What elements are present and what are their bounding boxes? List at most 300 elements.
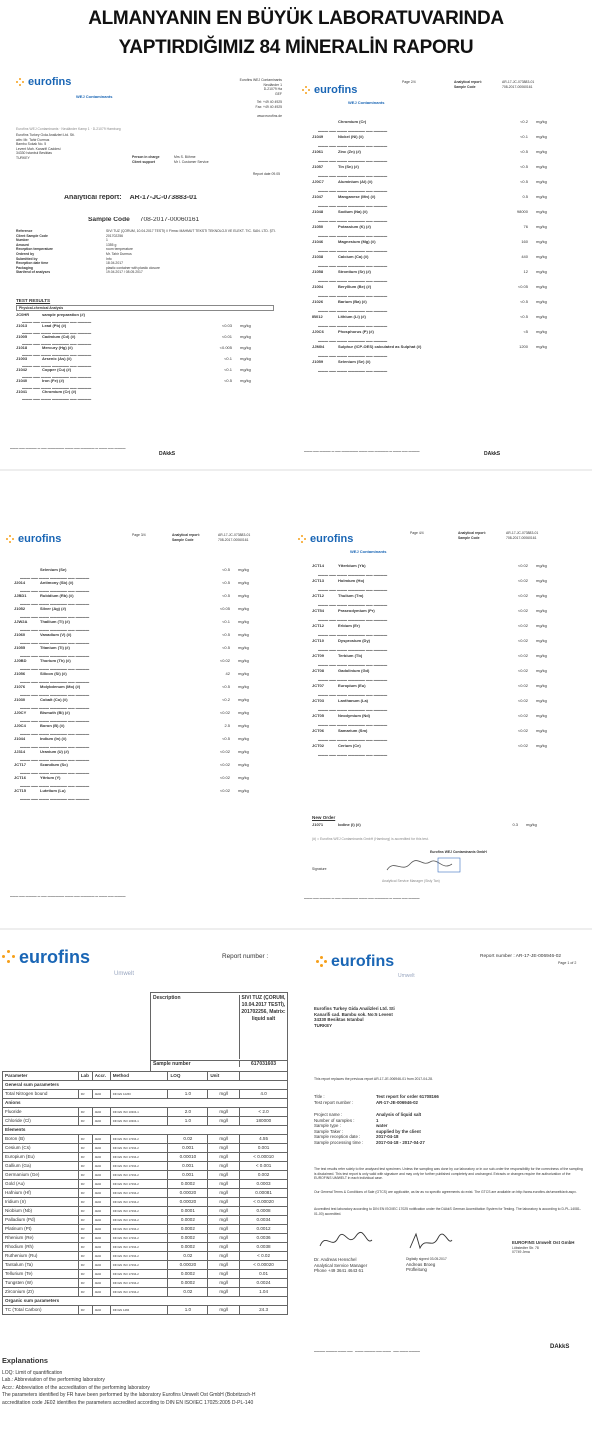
result-row <box>312 149 574 159</box>
result-code: J1071 <box>312 822 324 827</box>
result-value: 160 <box>521 239 528 244</box>
method-line: ▬▬▬ ▬▬ ▬▬▬ ▬▬▬▬▬ ▬▬ ▬▬▬▬ <box>22 342 92 345</box>
order-detail-value: 1 <box>376 1117 379 1123</box>
signer-2-note: Digitally signed 03.05.2017 <box>406 1257 447 1261</box>
signer-2-role: Prüfleitung <box>406 1267 427 1273</box>
result-row <box>312 194 574 204</box>
group-title: Anions <box>3 1099 288 1108</box>
analytical-report-number: AR-17-JC-073883-01 <box>506 531 539 535</box>
table-cell: 2.0 <box>168 1108 208 1117</box>
page-number: Page 3/4 <box>132 533 146 537</box>
result-name: Scandium (Sc) <box>40 762 68 767</box>
method-line: ▬▬▬ ▬▬ ▬▬▬ ▬▬▬▬▬ ▬▬ ▬▬▬▬ <box>20 745 90 749</box>
detail-value: 201702256 <box>106 233 123 238</box>
table-cell: < 0.00020 <box>240 1261 288 1270</box>
table-cell: 0.001 <box>240 1144 288 1153</box>
table-cell: 0.00020 <box>168 1189 208 1198</box>
sender-line: Eurofins WEJ Contaminants · Neuländer Kamp 1 · D-21079 Hamburg <box>16 127 121 131</box>
table-cell: DIN EN ISO 17294-2 <box>110 1144 168 1153</box>
table-cell: FR <box>78 1117 92 1126</box>
method-line: ▬▬▬ ▬▬ ▬▬▬ ▬▬▬▬▬ ▬▬ ▬▬▬▬ <box>318 234 388 238</box>
result-name: Silver (Ag) (#) <box>40 606 67 611</box>
method-line: ▬▬▬ ▬▬ ▬▬▬ ▬▬▬▬▬ ▬▬ ▬▬▬▬ <box>20 667 90 671</box>
result-name: Ytterbium (Yb) <box>338 563 366 568</box>
result-row <box>312 683 574 693</box>
method-line: ▬▬▬ ▬▬ ▬▬▬ ▬▬▬▬▬ ▬▬ ▬▬▬▬ <box>318 294 388 298</box>
result-unit: mg/kg <box>238 775 249 780</box>
dakks-logo: DAkkS <box>550 1344 570 1350</box>
result-value: <0.1 <box>222 619 230 624</box>
result-value: <0.02 <box>517 743 528 748</box>
result-row <box>312 119 574 129</box>
table-cell: FR <box>78 1270 92 1279</box>
table-cell: TC (Total Carbon) <box>3 1306 79 1315</box>
result-value: <0.01 <box>221 334 232 339</box>
result-name: Lutetium (Lu) <box>40 788 66 793</box>
result-unit: mg/kg <box>536 608 547 613</box>
table-cell: FR <box>78 1306 92 1315</box>
result-row <box>312 728 574 738</box>
result-row <box>14 632 282 641</box>
table-cell: FR <box>78 1153 92 1162</box>
table-cell: mg/l <box>208 1171 240 1180</box>
result-unit: mg/kg <box>238 593 249 598</box>
table-cell: < 2.0 <box>240 1108 288 1117</box>
accreditation-note: (#) = Eurofins WEJ Contaminants GmbH (Hamburg) is accredited for this test. <box>312 837 429 841</box>
method-line: ▬▬▬ ▬▬ ▬▬▬ ▬▬▬▬▬ ▬▬ ▬▬▬▬ <box>318 573 388 577</box>
brand-name: eurofins <box>19 946 91 967</box>
table-cell: 1.04 <box>240 1288 288 1297</box>
sample-code-label: Sample Code <box>454 84 476 89</box>
result-value: <0.5 <box>222 567 230 572</box>
result-value: 42 <box>225 671 230 676</box>
table-cell: JE02 <box>92 1198 110 1207</box>
result-row <box>16 367 278 375</box>
table-row <box>3 1108 288 1117</box>
result-unit: mg/kg <box>240 378 251 383</box>
result-row <box>312 563 574 573</box>
result-code: JCT10 <box>312 638 325 643</box>
table-cell: 0.00081 <box>240 1189 288 1198</box>
table-cell: JE02 <box>92 1135 110 1144</box>
result-row <box>312 134 574 144</box>
method-line: ▬▬▬ ▬▬ ▬▬▬ ▬▬▬▬▬ ▬▬ ▬▬▬▬ <box>20 784 90 788</box>
result-name: Sulphur (ICP-OES) calculated as Sulphat (#) <box>338 344 422 349</box>
headline <box>0 0 592 70</box>
table-row <box>3 1306 288 1315</box>
result-unit: mg/kg <box>536 269 547 274</box>
order-detail-value: 2017-04-18 <box>376 1134 399 1140</box>
table-cell: 0.0002 <box>168 1234 208 1243</box>
explanations-heading: Explanations <box>2 1356 48 1365</box>
table-cell: mg/l <box>208 1162 240 1171</box>
result-value: <0.5 <box>222 736 230 741</box>
result-value: <0.1 <box>520 134 528 139</box>
brand-division: WEJ Contaminants <box>350 549 387 554</box>
result-row <box>14 593 282 602</box>
result-code: J1057 <box>312 164 324 169</box>
signature-role: Analytical Service Manager (Sisly Tan) <box>382 879 440 883</box>
table-cell: FR <box>78 1279 92 1288</box>
order-detail-label: Sample type : <box>314 1123 341 1129</box>
result-row <box>14 580 282 589</box>
group-row <box>3 1126 288 1135</box>
method-line: ▬▬▬ ▬▬ ▬▬▬ ▬▬▬▬▬ ▬▬ ▬▬▬▬ <box>20 758 90 762</box>
table-cell: Ruthenium (Ru) <box>3 1252 79 1261</box>
result-name: Cobalt (Co) (#) <box>40 697 68 702</box>
company-name: Eurofins WEJ Contaminants <box>239 78 282 82</box>
result-value: <0.02 <box>517 653 528 658</box>
table-cell: Fluoride <box>3 1108 79 1117</box>
result-row <box>312 224 574 234</box>
table-cell: FR <box>78 1180 92 1189</box>
test-report-number-label: Test report number : <box>314 1100 354 1105</box>
result-code: JJ314 <box>14 749 26 754</box>
result-value: 1200 <box>519 344 528 349</box>
eurofins-logo <box>298 535 353 544</box>
eurofins-logo <box>16 78 71 87</box>
table-row <box>3 1288 288 1297</box>
table-row <box>3 1270 288 1279</box>
page-number: Page 2/4 <box>402 80 416 84</box>
result-unit: mg/kg <box>536 134 547 139</box>
result-unit: mg/kg <box>536 623 547 628</box>
result-unit: mg/kg <box>536 254 547 259</box>
result-value: 0.3 <box>512 822 518 827</box>
method-line: ▬▬▬ ▬▬ ▬▬▬ ▬▬▬▬▬ ▬▬ ▬▬▬▬ <box>318 189 388 193</box>
result-unit: mg/kg <box>240 367 251 372</box>
brand-division: WEJ Contaminants <box>348 100 385 105</box>
result-code: JJ0BD <box>14 658 27 663</box>
result-code: JCT14 <box>312 563 325 568</box>
result-unit: mg/kg <box>536 728 547 733</box>
recipient-line: TURKEY <box>16 155 30 160</box>
result-name: Magnesium (Mg) (#) <box>338 239 376 244</box>
report-date: Report date 09.05 <box>252 172 280 176</box>
method-line: ▬▬▬ ▬▬ ▬▬▬ ▬▬▬▬▬ ▬▬ ▬▬▬▬ <box>318 219 388 223</box>
description-box <box>150 992 288 1072</box>
table-cell: mg/l <box>208 1243 240 1252</box>
detail-label: Number <box>16 238 29 243</box>
table-row <box>3 1135 288 1144</box>
recipient-block <box>314 1006 395 1028</box>
table-cell: DIN EN 1484 <box>110 1306 168 1315</box>
table-row <box>3 1153 288 1162</box>
table-cell: < 0.02 <box>240 1252 288 1261</box>
result-value: <0.02 <box>517 578 528 583</box>
method-line: ▬▬▬ ▬▬ ▬▬▬ ▬▬▬▬▬ ▬▬ ▬▬▬▬ <box>20 797 90 801</box>
table-row <box>3 1252 288 1261</box>
table-cell: DIN EN ISO 17294-2 <box>110 1180 168 1189</box>
result-name: Copper (Cu) (#) <box>42 367 72 372</box>
result-row <box>312 593 574 603</box>
method-line: ▬▬▬ ▬▬ ▬▬▬ ▬▬▬▬▬ ▬▬ ▬▬▬▬ <box>20 602 90 606</box>
result-unit: mg/kg <box>536 593 547 598</box>
result-row <box>312 269 574 279</box>
result-code: J1040 <box>16 378 28 383</box>
method-line: ▬▬▬ ▬▬ ▬▬▬ ▬▬▬▬▬ ▬▬ ▬▬▬▬ <box>318 279 388 283</box>
result-name: Antimony (Sb) (#) <box>40 580 74 585</box>
result-value: <0.5 <box>520 149 528 154</box>
table-cell: FR <box>78 1144 92 1153</box>
result-row <box>312 239 574 249</box>
table-row <box>3 1234 288 1243</box>
result-name: Holmium (Ho) <box>338 578 365 583</box>
divider <box>0 469 592 471</box>
method-line: ▬▬▬ ▬▬ ▬▬▬ ▬▬▬▬▬ ▬▬ ▬▬▬▬ <box>20 771 90 775</box>
table-cell: FR <box>78 1243 92 1252</box>
method-line: ▬▬▬ ▬▬ ▬▬▬ ▬▬▬▬▬ ▬▬ ▬▬▬▬ <box>318 738 388 742</box>
table-cell: FR <box>78 1189 92 1198</box>
table-cell: mg/l <box>208 1198 240 1207</box>
result-code: J1003 <box>16 356 28 361</box>
method-line: ▬▬▬ ▬▬ ▬▬▬ ▬▬▬▬▬ ▬▬ ▬▬▬▬ <box>318 339 388 343</box>
order-detail-label: Sample Taker : <box>314 1128 344 1134</box>
method-line: ▬▬▬ ▬▬ ▬▬▬ ▬▬▬▬▬ ▬▬ ▬▬▬▬ <box>20 732 90 736</box>
company-fax: Fax: +49 40 4925 <box>255 104 282 109</box>
table-cell: 0.00020 <box>168 1198 208 1207</box>
result-value: 2.5 <box>224 723 230 728</box>
table-cell: DIN EN ISO 17294-2 <box>110 1207 168 1216</box>
detail-label: Client Sample Code <box>16 233 48 238</box>
description-value: SIVI TUZ (ÇORUM, 10.04.2017 TESTİ), 201702256, Matrix: liquid salt <box>239 995 287 1059</box>
table-cell: mg/l <box>208 1180 240 1189</box>
result-unit: mg/kg <box>238 632 249 637</box>
result-code: JCT02 <box>312 743 325 748</box>
result-unit: mg/kg <box>238 762 249 767</box>
explanation-line: LOQ: Limit of quantification <box>2 1370 63 1376</box>
divider <box>0 928 592 930</box>
column-header: Parameter <box>3 1072 79 1081</box>
table-cell: 0.0002 <box>168 1216 208 1225</box>
table-cell: mg/l <box>208 1225 240 1234</box>
result-code: J1042 <box>16 367 28 372</box>
result-name: Thulium (Tm) <box>338 593 364 598</box>
table-cell: mg/l <box>208 1252 240 1261</box>
result-name: Lithium (Li) (#) <box>338 314 366 319</box>
result-row <box>16 345 278 353</box>
table-cell: JE02 <box>92 1252 110 1261</box>
table-cell: Iridium (Ir) <box>3 1198 79 1207</box>
table-row <box>3 1189 288 1198</box>
table-row <box>3 1243 288 1252</box>
detail-label: Reception temperature <box>16 247 53 252</box>
table-cell: < 0.00010 <box>240 1153 288 1162</box>
result-row <box>14 645 282 654</box>
eurofins-dots-icon <box>16 78 25 87</box>
explanation-line: Lab.: Abbreviation of the performing laboratory <box>2 1377 105 1384</box>
table-cell: 0.001 <box>168 1144 208 1153</box>
new-order-heading: New Order <box>312 815 336 820</box>
result-row <box>312 299 574 309</box>
order-detail-value: water <box>376 1123 388 1129</box>
sample-code: 708-2017-00060161 <box>218 537 249 542</box>
result-row <box>312 359 574 369</box>
table-cell: mg/l <box>208 1270 240 1279</box>
result-unit: mg/kg <box>238 736 249 741</box>
table-cell: DIN EN ISO 17294-2 <box>110 1153 168 1162</box>
result-row-iodine <box>312 822 574 827</box>
company-address: 07749 Jena <box>512 1250 530 1255</box>
results-list <box>14 567 282 801</box>
eurofins-dots-icon <box>2 950 16 964</box>
table-cell: 1.0 <box>168 1117 208 1126</box>
person-in-charge-label: Person in charge <box>132 155 160 159</box>
table-cell: FR <box>78 1234 92 1243</box>
recipient-line: Levent Mah. Kanarifi Caddesi <box>16 146 61 151</box>
order-detail-label: Project name : <box>314 1112 343 1117</box>
eurofins-logo <box>6 535 61 544</box>
method-line: ▬▬▬ ▬▬ ▬▬▬ ▬▬▬▬▬ ▬▬ ▬▬▬▬ <box>318 603 388 607</box>
result-unit: mg/kg <box>238 606 249 611</box>
result-row <box>14 606 282 615</box>
method-line: ▬▬▬ ▬▬ ▬▬▬ ▬▬▬▬▬ ▬▬ ▬▬▬▬ <box>20 719 90 723</box>
result-code: JCT05 <box>312 713 325 718</box>
brand-division: WEJ Contaminants <box>76 94 113 99</box>
recipient-line: Bambu Sokak No. 5 <box>16 142 47 147</box>
method-line: ▬▬▬ ▬▬ ▬▬▬ ▬▬▬▬▬ ▬▬ ▬▬▬▬ <box>20 693 90 697</box>
method-line: ▬▬▬ ▬▬ ▬▬▬ ▬▬▬▬▬ ▬▬ ▬▬▬▬ <box>20 654 90 658</box>
company-address-2: D-21079 Ha <box>263 87 282 92</box>
headline-line-1: ALMANYANIN EN BÜYÜK LABORATUVARINDA <box>88 8 504 29</box>
table-cell: 0.0002 <box>168 1180 208 1189</box>
result-code: J1058 <box>312 269 324 274</box>
table-cell: JE02 <box>92 1162 110 1171</box>
result-code: J1013 <box>16 323 28 328</box>
result-value: <0.02 <box>517 593 528 598</box>
result-name: Iodine (I) (#) <box>338 822 361 827</box>
result-name: Terbium (Tb) <box>338 653 363 658</box>
table-cell: DIN EN ISO 17294-2 <box>110 1252 168 1261</box>
table-cell: Chloride (Cl) <box>3 1117 79 1126</box>
table-cell: Hafnium (Hf) <box>3 1189 79 1198</box>
result-code: J1060 <box>14 632 26 637</box>
result-unit: mg/kg <box>240 334 251 339</box>
footer-text: ▬▬▬ ▬▬ ▬▬▬▬ ▬ ▬▬ ▬▬▬▬▬▬ ▬▬▬ ▬▬ ▬▬▬▬▬ ▬ ▬▬▬ ▬▬ ▬▬▬▬ <box>304 449 420 453</box>
result-name: Bismuth (Bi) (#) <box>40 710 70 715</box>
result-code: J1048 <box>312 209 324 214</box>
result-code: J1004 <box>312 284 324 289</box>
result-row <box>312 344 574 354</box>
method-line: ▬▬▬ ▬▬ ▬▬▬ ▬▬▬▬▬ ▬▬ ▬▬▬▬ <box>20 589 90 593</box>
order-detail-row <box>314 1140 425 1146</box>
table-cell: DIN EN ISO 17294-2 <box>110 1243 168 1252</box>
dakks-logo: DAkkS <box>159 451 176 457</box>
results-table-wrap <box>2 1071 288 1315</box>
result-value: <0.02 <box>517 683 528 688</box>
table-cell: JE02 <box>92 1279 110 1288</box>
table-row <box>3 1144 288 1153</box>
result-code: JCT06 <box>312 728 325 733</box>
result-code: JCT13 <box>312 578 325 583</box>
result-name: Potassium (K) (#) <box>338 224 371 229</box>
table-row <box>3 1207 288 1216</box>
table-cell: JE02 <box>92 1288 110 1297</box>
detail-value: Info <box>106 256 112 261</box>
result-name: Sodium (Na) (#) <box>338 209 368 214</box>
table-cell: 0.0012 <box>240 1225 288 1234</box>
result-row <box>14 658 282 667</box>
signer-company: Eurofins WEJ Contaminants GmbH <box>430 850 487 854</box>
sample-code-label: Sample Code <box>88 217 130 222</box>
method-line: ▬▬▬ ▬▬ ▬▬▬ ▬▬▬▬▬ ▬▬ ▬▬▬▬ <box>318 693 388 697</box>
result-code: JCT12 <box>312 593 325 598</box>
result-code: JJM04 <box>312 344 325 349</box>
table-cell: DIN EN 12260 <box>110 1090 168 1099</box>
table-cell: 0.0002 <box>168 1270 208 1279</box>
result-value: <0.03 <box>221 323 232 328</box>
detail-value: plastic container with plastic closure <box>106 265 160 270</box>
result-name: Thallium (Tl) (#) <box>40 619 70 624</box>
result-value: <5 <box>523 329 528 334</box>
result-code: JCT17 <box>14 762 27 767</box>
result-row <box>312 713 574 723</box>
sample-code: 708-2017-00060161 <box>506 535 537 540</box>
footer-text: ▬▬▬▬ ▬▬▬▬ ▬▬▬ ▬▬ ▬▬▬ ▬▬▬▬ ▬▬ ▬▬▬ ▬▬ ▬▬▬ ▬▬▬▬ <box>314 1349 420 1353</box>
result-name: Thorium (Th) (#) <box>40 658 71 663</box>
method-line: ▬▬▬ ▬▬ ▬▬▬ ▬▬▬▬▬ ▬▬ ▬▬▬▬ <box>318 633 388 637</box>
table-cell: 4.55 <box>240 1135 288 1144</box>
table-cell: 0.00020 <box>168 1261 208 1270</box>
result-unit: mg/kg <box>240 356 251 361</box>
result-row <box>16 323 278 331</box>
result-name: Indium (In) (#) <box>40 736 67 741</box>
result-code: JCT15 <box>14 788 27 793</box>
analytical-report-number: AR-17-JC-073883-01 <box>218 533 251 537</box>
table-cell: JE02 <box>92 1108 110 1117</box>
result-row <box>14 762 282 771</box>
result-code: J1038 <box>312 254 324 259</box>
result-value: <0.02 <box>517 563 528 568</box>
method-line: ▬▬▬ ▬▬ ▬▬▬ ▬▬▬▬▬ ▬▬ ▬▬▬▬ <box>318 264 388 268</box>
replacement-notice: This report replaces the previous report AR-17-JE-006946-01 from 2017-04-28. <box>314 1077 433 1081</box>
method-line: ▬▬▬ ▬▬ ▬▬▬ ▬▬▬▬▬ ▬▬ ▬▬▬▬ <box>318 174 388 178</box>
result-value: <0.5 <box>520 299 528 304</box>
disclaimer-paragraph: The test results refer solely to the analysed test specimen. Unless the sampling was done by our laboratory or in our sub-order the responsibility for the correctness of the sampling is disclaimed. This test report is only valid with signature and may only be further published completely and unchanged. Extracts or changes require the authorization of the EUROFINS UMWELT in each individual case. <box>314 1167 583 1181</box>
report-page-4 <box>298 525 588 925</box>
test-results-heading: TEST RESULTS <box>16 298 51 303</box>
eurofins-dots-icon <box>302 86 311 95</box>
method-line: ▬▬▬ ▬▬ ▬▬▬ ▬▬▬▬▬ ▬▬ ▬▬▬▬ <box>22 353 92 356</box>
result-value: 440 <box>521 254 528 259</box>
method-line: ▬▬▬ ▬▬ ▬▬▬ ▬▬▬▬▬ ▬▬ ▬▬▬▬ <box>318 354 388 358</box>
signer-1-name: Dr. Andreas Henschel <box>314 1257 357 1262</box>
method-line: ▬▬▬ ▬▬ ▬▬▬ ▬▬▬▬▬ ▬▬ ▬▬▬▬ <box>318 648 388 652</box>
footer-text: ▬▬▬ ▬▬ ▬▬▬▬ ▬ ▬▬ ▬▬▬▬▬▬ ▬▬▬ ▬▬ ▬▬▬▬▬ ▬ ▬▬▬ ▬▬ ▬▬▬▬ <box>10 446 126 450</box>
eurofins-logo <box>302 86 357 95</box>
method-line: ▬▬▬ ▬▬ ▬▬▬ ▬▬▬▬▬ ▬▬ ▬▬▬▬ <box>20 706 90 710</box>
order-detail-value: Analysis of liquid salt <box>376 1112 422 1117</box>
result-name: Strontium (Sr) (#) <box>338 269 371 274</box>
result-unit: mg/kg <box>238 723 249 728</box>
accreditation-paragraph: Accredited test laboratory according to DIN EN ISO/IEC 17025 notification under the DAkkS German Accreditation System for Testing. The laboratory is according to D-PL-14081-01-00) accredited. <box>314 1207 581 1216</box>
table-cell: DIN EN ISO 17294-2 <box>110 1225 168 1234</box>
result-name: Manganese (Mn) (#) <box>338 194 376 199</box>
result-name: Iron (Fe) (#) <box>42 378 64 383</box>
detail-label: Submitted by <box>16 256 38 261</box>
result-code: JJ0C7 <box>312 179 324 184</box>
result-row <box>312 578 574 588</box>
result-row <box>16 378 278 386</box>
table-cell: FR <box>78 1261 92 1270</box>
detail-label: Packaging <box>16 265 33 270</box>
result-code: JCT09 <box>312 653 325 658</box>
table-cell: DIN EN ISO 10304-1 <box>110 1117 168 1126</box>
result-code: J1046 <box>312 239 324 244</box>
analytical-report-label: Analytical report: <box>454 80 482 84</box>
brand-name: eurofins <box>310 533 354 545</box>
table-cell: mg/l <box>208 1135 240 1144</box>
